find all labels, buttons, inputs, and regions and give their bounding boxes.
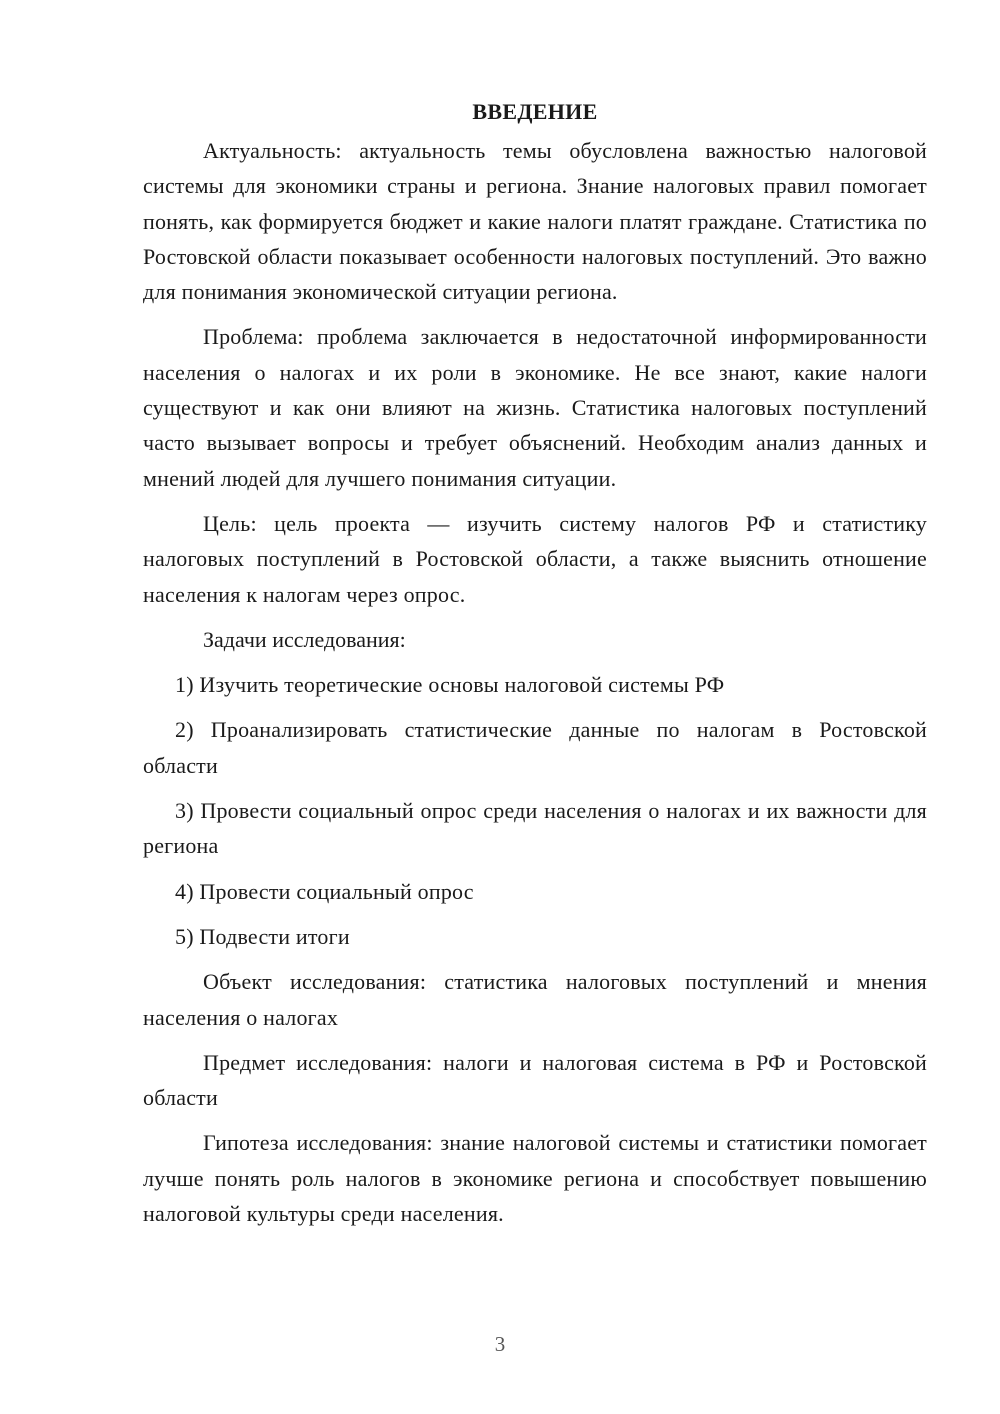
hypothesis-paragraph: Гипотеза исследования: знание налоговой системы и статистики помогает лучше понять роль налогов в экономике региона и способствует повышению налоговой культуры среди населения. <box>143 1130 927 1227</box>
task-item-2: 2) Проанализировать статистические данные по налогам в Ростовской области <box>143 717 927 778</box>
goal-paragraph: Цель: цель проекта — изучить систему налогов РФ и статистику налоговых поступлений в Ростовской области, а также выяснить отношение населения к налогам через опрос. <box>143 510 927 607</box>
task-item-3: 3) Провести социальный опрос среди населения о налогах и их важности для региона <box>143 798 927 859</box>
page-content <box>143 94 927 1241</box>
subject-paragraph: Предмет исследования: налоги и налоговая система в РФ и Ростовской области <box>143 1049 927 1111</box>
problem-paragraph: Проблема: проблема заключается в недостаточной информированности населения о налогах и их роли в экономике. Не все знают, какие налоги существуют и как они влияют на жизнь. Статистика налоговых поступлений часто вызывает вопросы и требует объяснений. Необходим анализ данных и мнений людей для лучшего понимания ситуации. <box>143 324 927 491</box>
object-paragraph: Объект исследования: статистика налоговых поступлений и мнения населения о налогах <box>143 969 927 1030</box>
relevance-paragraph: Актуальность: актуальность темы обусловлена важностью налоговой системы для экономики страны и региона. Знание налоговых правил помогает понять, как формируется бюджет и какие налоги платят граждане. Статистика по Ростовской области показывает особенности налоговых поступлений. Это важно для понимания экономической ситуации региона. <box>143 138 927 305</box>
task-item-1: 1) Изучить теоретические основы налоговой системы РФ <box>175 672 725 698</box>
page-number: 3 <box>494 1332 506 1356</box>
task-item-5: 5) Подвести итоги <box>175 923 350 949</box>
page-title: ВВЕДЕНИЕ <box>472 99 598 124</box>
tasks-heading: Задачи исследования: <box>203 626 406 652</box>
task-item-4: 4) Провести социальный опрос <box>175 878 474 904</box>
